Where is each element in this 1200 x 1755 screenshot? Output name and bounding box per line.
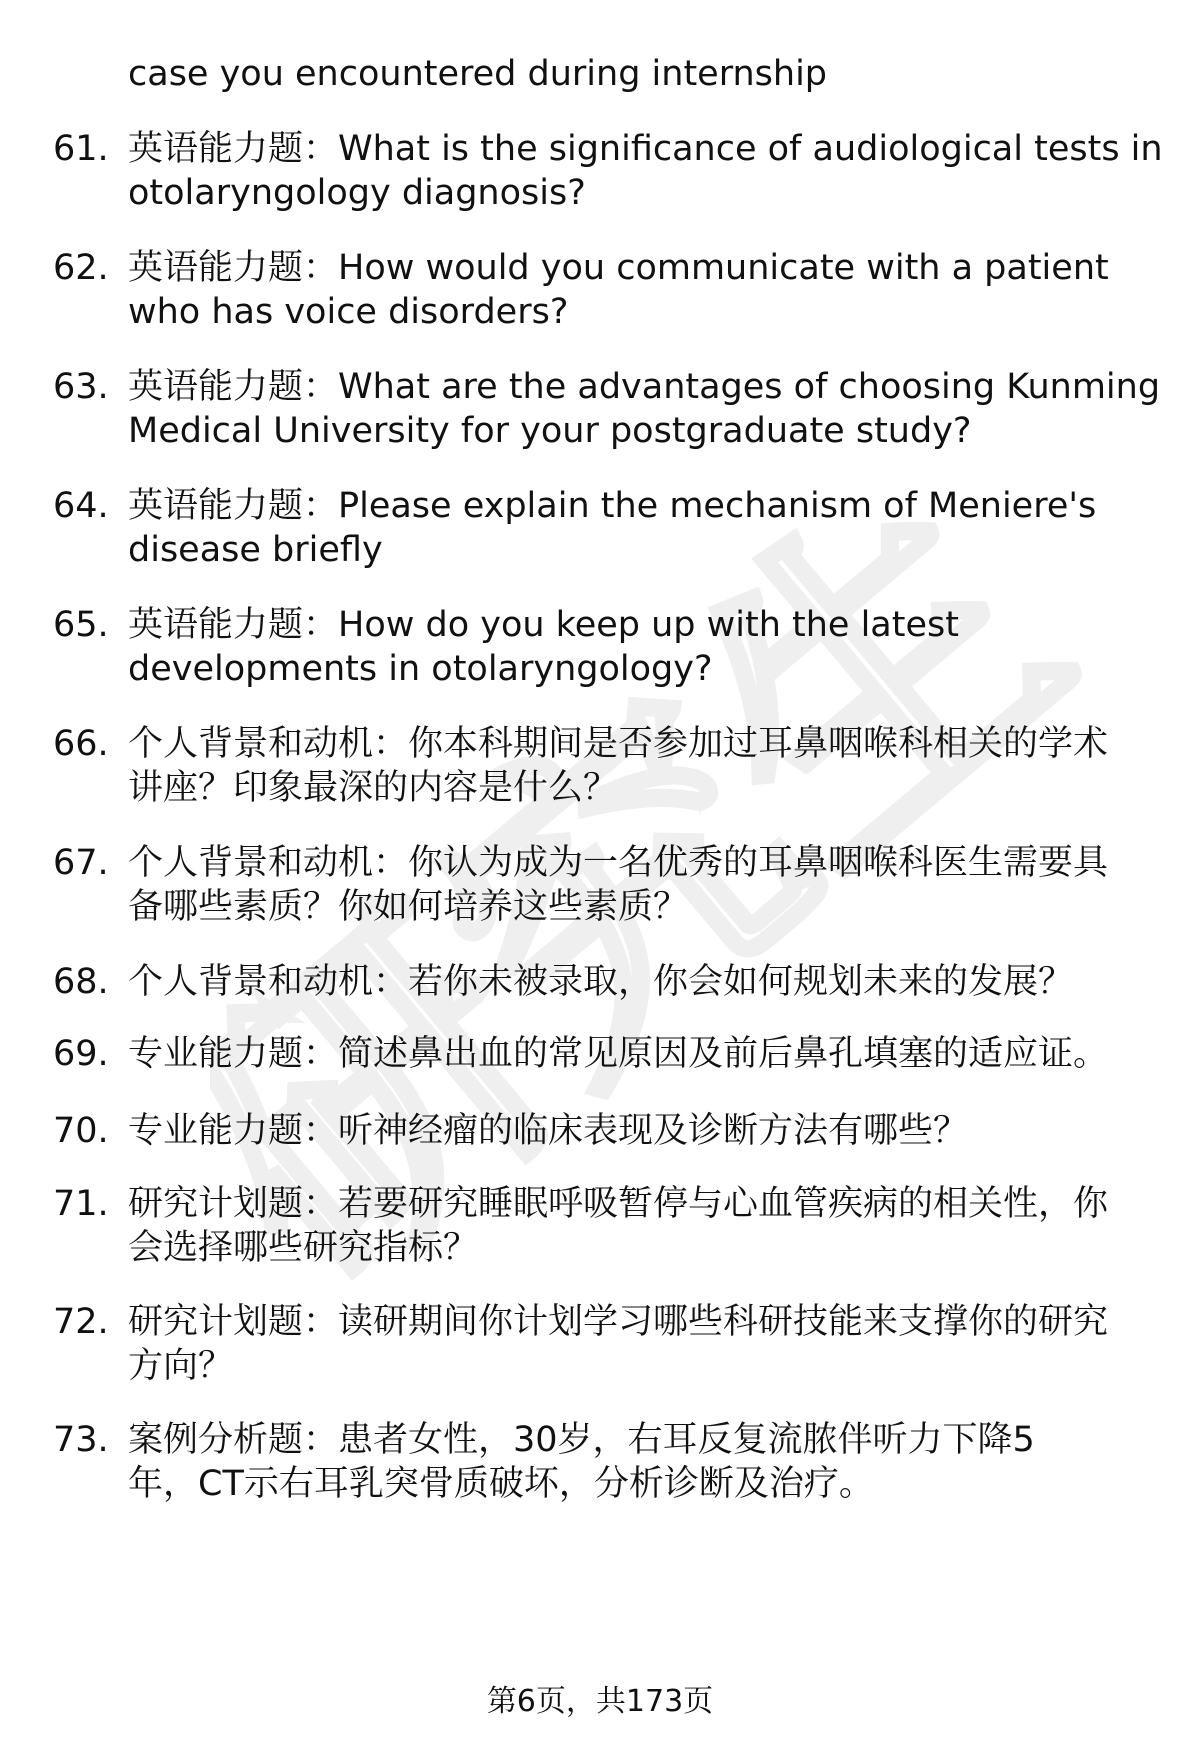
question-number: 67. [53,843,109,883]
question-number: 65. [53,605,109,645]
question-number: 69. [53,1034,109,1074]
question-text: 研究计划题：若要研究睡眠呼吸暂停与心血管疾病的相关性，你 [128,1184,1109,1224]
question-number: 64. [53,486,109,526]
question-text: 英语能力题：Please explain the mechanism of Meniere's [128,486,1097,526]
question-text: 年，CT示右耳乳突骨质破坏，分析诊断及治疗。 [128,1464,874,1504]
question-text: 研究计划题：读研期间你计划学习哪些科研技能来支撑你的研究 [128,1302,1109,1342]
question-text: 方向？ [128,1346,234,1386]
question-text: 英语能力题：How do you keep up with the latest [128,605,959,645]
question-text: disease briefly [128,530,383,570]
question-number: 71. [53,1184,109,1224]
question-text: who has voice disorders? [128,292,569,332]
question-text: 讲座？印象最深的内容是什么？ [128,768,619,808]
question-text: 个人背景和动机：你本科期间是否参加过耳鼻咽喉科相关的学术 [128,724,1109,764]
question-text: 英语能力题：How would you communicate with a patient [128,248,1109,288]
question-number: 73. [53,1420,109,1460]
question-number: 61. [53,129,109,169]
question-number: 63. [53,367,109,407]
question-number: 62. [53,248,109,288]
question-number: 68. [53,962,109,1002]
question-text: developments in otolaryngology? [128,649,713,689]
question-number: 72. [53,1302,109,1342]
question-text: case you encountered during internship [128,54,828,94]
question-text: 英语能力题：What is the significance of audiological tests in [128,129,1163,169]
question-text: Medical University for your postgraduate study? [128,411,972,451]
question-text: 专业能力题：听神经瘤的临床表现及诊断方法有哪些？ [128,1111,969,1151]
page-footer: 第6页，共173页 [486,1684,714,1719]
question-text: 备哪些素质？你如何培养这些素质？ [128,887,689,927]
question-text: 个人背景和动机：你认为成为一名优秀的耳鼻咽喉科医生需要具 [128,843,1109,883]
question-text: 案例分析题：患者女性，30岁，右耳反复流脓伴听力下降5 [128,1420,1035,1460]
question-text: 英语能力题：What are the advantages of choosing Kunming [128,367,1161,407]
question-number: 70. [53,1111,109,1151]
question-text: 专业能力题：简述鼻出血的常见原因及前后鼻孔填塞的适应证。 [128,1034,1109,1074]
question-text: 会选择哪些研究指标？ [128,1228,479,1268]
watermark-text: 研究生 [210,430,1110,1354]
question-number: 66. [53,724,109,764]
question-text: 个人背景和动机：若你未被录取，你会如何规划未来的发展？ [128,962,1074,1002]
question-text: otolaryngology diagnosis? [128,173,586,213]
